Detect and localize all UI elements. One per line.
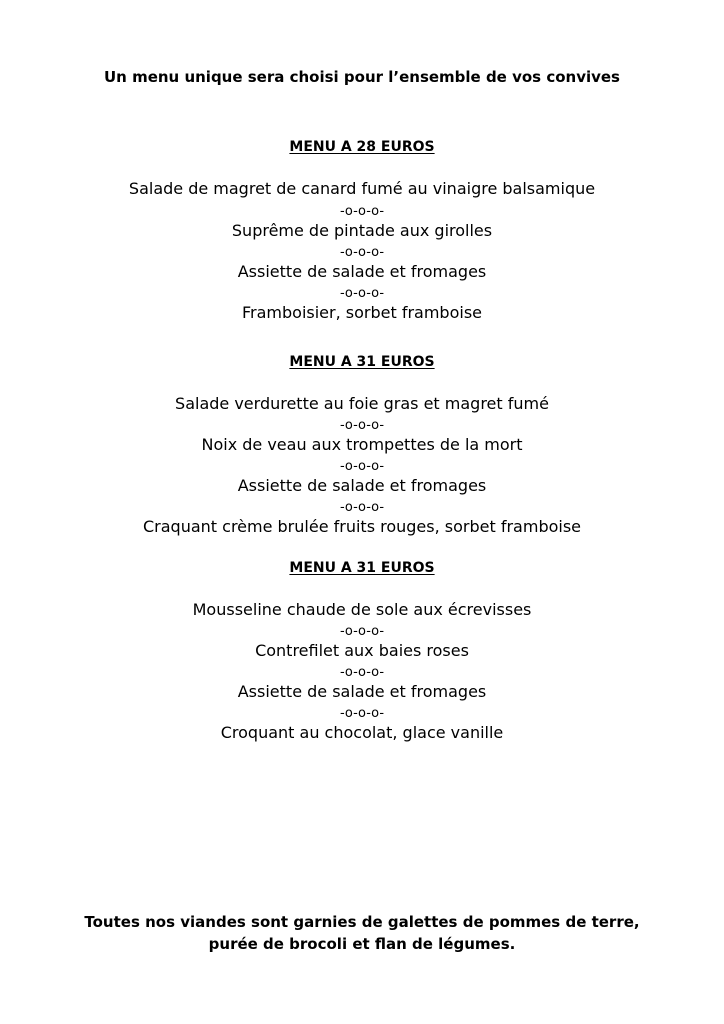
menu-2-separator-2: -o-o-o-	[339, 459, 385, 474]
menu-3-title: MENU A 31 EUROS	[289, 560, 435, 576]
menu-3-dish-4: Croquant au chocolat, glace vanille	[220, 723, 504, 742]
menu-2-dish-4: Craquant crème brulée fruits rouges, sorbet framboise	[142, 517, 582, 536]
menu-3-dish-1: Mousseline chaude de sole aux écrevisses	[192, 600, 532, 619]
menu-1-separator-2: -o-o-o-	[339, 245, 385, 260]
menu-1-separator-1: -o-o-o-	[339, 204, 385, 219]
footer-line-2: purée de brocoli et flan de légumes.	[208, 935, 516, 953]
menu-3-separator-3: -o-o-o-	[339, 706, 385, 721]
menu-1-dish-2: Suprême de pintade aux girolles	[231, 221, 493, 240]
menu-1-title: MENU A 28 EUROS	[289, 139, 435, 155]
intro-text: Un menu unique sera choisi pour l’ensemble de vos convives	[103, 68, 620, 86]
menu-2-dish-2: Noix de veau aux trompettes de la mort	[201, 435, 523, 454]
menu-1-dish-4: Framboisier, sorbet framboise	[241, 303, 482, 322]
menu-2-dish-3: Assiette de salade et fromages	[237, 476, 487, 495]
menu-3-dish-2: Contrefilet aux baies roses	[255, 641, 469, 660]
menu-2-dish-1: Salade verdurette au foie gras et magret fumé	[175, 394, 549, 413]
menu-3-dish-3: Assiette de salade et fromages	[237, 682, 487, 701]
menu-2-separator-3: -o-o-o-	[339, 500, 385, 515]
menu-2-separator-1: -o-o-o-	[339, 418, 385, 433]
menu-3-separator-2: -o-o-o-	[339, 665, 385, 680]
menu-3-separator-1: -o-o-o-	[339, 624, 385, 639]
menu-1-dish-3: Assiette de salade et fromages	[237, 262, 487, 281]
menu-1-dish-1: Salade de magret de canard fumé au vinaigre balsamique	[128, 179, 596, 198]
menu-1-separator-3: -o-o-o-	[339, 286, 385, 301]
menu-2-title: MENU A 31 EUROS	[289, 354, 435, 370]
footer-line-1: Toutes nos viandes sont garnies de galettes de pommes de terre,	[84, 913, 640, 931]
